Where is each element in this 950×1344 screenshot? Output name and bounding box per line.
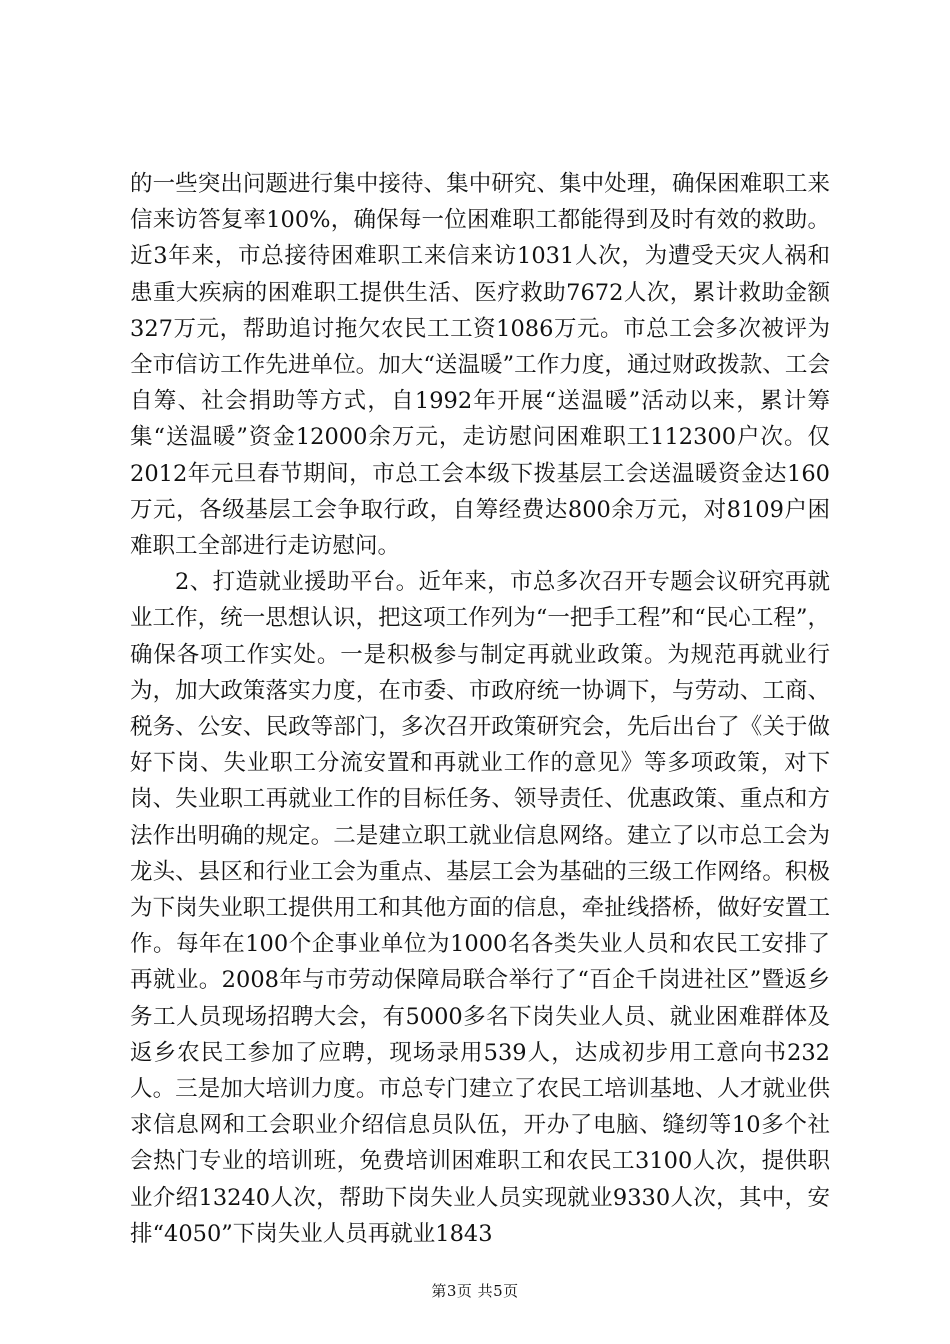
paragraph-relief-work: 的一些突出问题进行集中接待、集中研究、集中处理，确保困难职工来信来访答复率100%，确保每一位困难职工都能得到及时有效的救助。近3年来，市总接待困难职工来信来访1031人次，为遭受天灾人祸和患重大疾病的困难职工提供生活、医疗救助7672人次，累计救助金额327万元，帮助追讨拖欠农民工工资1086万元。市总工会多次被评为全市信访工作先进单位。加大“送温暖”工作力度，通过财政拨款、工会自筹、社会捐助等方式，自1992年开展“送温暖”活动以来，累计筹集“送温暖”资金12000余万元，走访慰问困难职工112300户次。仅2012年元旦春节期间，市总工会本级下拨基层工会送温暖资金达160万元，各级基层工会争取行政，自筹经费达800余万元，对8109户困难职工全部进行走访慰问。 xyxy=(130,171,830,560)
page-footer: 第3页 共5页 xyxy=(431,1282,519,1300)
document-body xyxy=(130,166,830,1252)
paragraph-employment-platform: 2、打造就业援助平台。近年来，市总多次召开专题会议研究再就业工作，统一思想认识，把这项工作列为“一把手工程”和“民心工程”，确保各项工作实处。一是积极参与制定再就业政策。为规范再就业行为，加大政策落实力度，在市委、市政府统一协调下，与劳动、工商、税务、公安、民政等部门，多次召开政策研究会，先后出台了《关于做好下岗、失业职工分流安置和再就业工作的意见》等多项政策，对下岗、失业职工再就业工作的目标任务、领导责任、优惠政策、重点和方法作出明确的规定。二是建立职工就业信息网络。建立了以市总工会为龙头、县区和行业工会为重点、基层工会为基础的三级工作网络。积极为下岗失业职工提供用工和其他方面的信息，牵扯线搭桥，做好安置工作。每年在100个企事业单位为1000名各类失业人员和农民工安排了再就业。2008年与市劳动保障局联合举行了“百企千岗进社区”暨返乡务工人员现场招聘大会，有5000多名下岗失业人员、就业困难群体及返乡农民工参加了应聘，现场录用539人，达成初步用工意向书232人。三是加大培训力度。市总专门建立了农民工培训基地、人才就业供求信息网和工会职业介绍信息员队伍，开办了电脑、缝纫等10多个社会热门专业的培训班，免费培训困难职工和农民工3100人次，提供职业介绍13240人次，帮助下岗失业人员实现就业9330人次，其中，安排“4050”下岗失业人员再就业1843 xyxy=(130,569,830,1247)
